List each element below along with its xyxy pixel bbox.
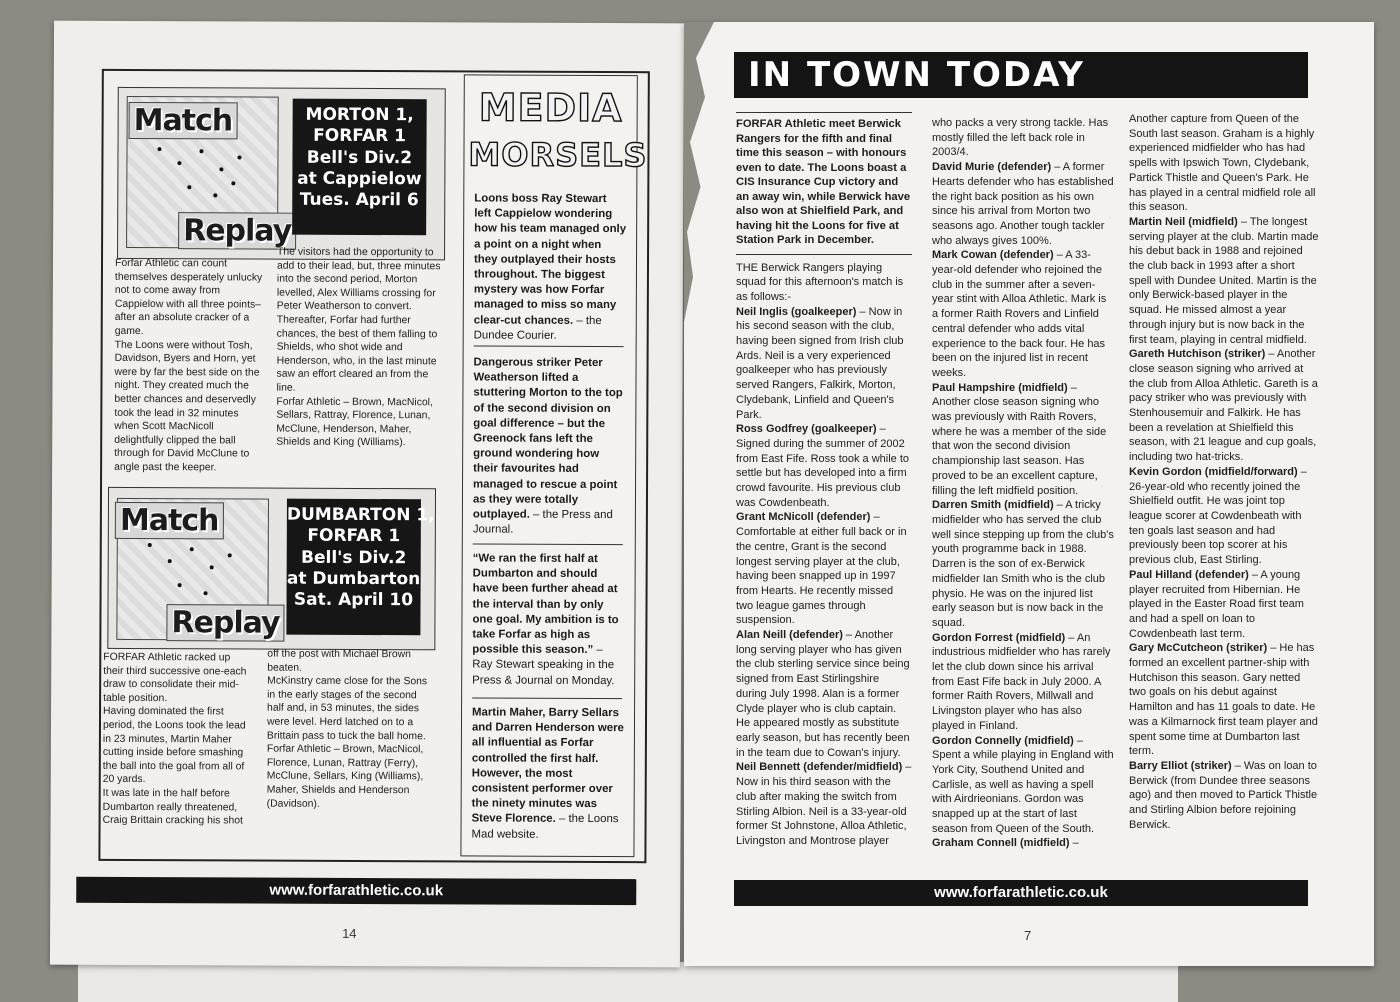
media-item-3-source: – Ray Stewart speaking in the Press & Journal on Monday. xyxy=(472,644,615,687)
report-paragraph: Having dominated the first period, the Loons took the lead in 23 minutes, Martin Maher cutting inside before smashing the ball into the goal from all of 20 yards. xyxy=(102,706,246,786)
player-name: Paul Hilland (defender) xyxy=(1129,568,1249,581)
media-item-2-source: – the Press and Journal. xyxy=(472,508,613,536)
report-paragraph: FORFAR Athletic racked up their third successive one-each draw to consolidate their mid-table position. xyxy=(103,651,247,704)
tactic-dot xyxy=(148,543,152,547)
player-description: – Spent a while playing in England with York City, Southend United and Carlisle, as well as having a spell with Airdrieonians. Gordon was snapped up at the start of last season from Queen of the South. xyxy=(932,734,1114,835)
divider xyxy=(736,112,912,113)
player-description: who packs a very strong tackle. Has mostly filled the left back role in 2003/4. xyxy=(932,117,1109,159)
player-name: Neil Inglis (goalkeeper) xyxy=(736,305,857,318)
score-line: FORFAR 1 xyxy=(307,525,401,547)
intro-paragraph: FORFAR Athletic meet Berwick Rangers for the fifth and final time this season – with honours even to date. The Loons boast a CIS Insurance Cup victory and an away win, while Berwick have also won at Shielfield Park, and having hit the Loons for five at Station Park in December. xyxy=(736,118,911,246)
match-replay-header-2 xyxy=(107,487,436,650)
right-page xyxy=(684,22,1374,966)
match-report-1-col-1 xyxy=(114,257,265,475)
underlying-sheet xyxy=(78,962,1178,1002)
player-profile xyxy=(1129,112,1319,215)
player-name: Darren Smith (midfield) xyxy=(932,499,1054,512)
page-number: 7 xyxy=(1024,928,1032,943)
match-report-2-col-1 xyxy=(103,651,254,828)
player-profile xyxy=(1129,759,1319,833)
score-line: at Dumbarton xyxy=(286,568,421,589)
player-description: – A tricky midfielder who has served the club well since stepping up from the club's youth programme back in 1988. Darren is the son of ex-Berwick midfielder Ian Smith who is the club physio. He was on the injured list early season but is now back in the squad. xyxy=(932,499,1114,629)
player-name: Neil Bennett (defender/midfield) xyxy=(736,761,903,774)
torn-edge xyxy=(684,22,714,322)
player-profile xyxy=(932,160,1114,248)
divider xyxy=(736,254,912,255)
media-item-1-source: – the Dundee Courier. xyxy=(473,314,602,342)
tactic-dot xyxy=(157,147,161,151)
player-profile xyxy=(736,628,912,760)
report-paragraph: The Loons were without Tosh, Davidson, Byers and Horn, yet were by far the best side on the night. They created much the better chances and deservedly took the lead in 32 minutes when Scott MacNicoll delightfully clipped the ball through for David McClune to angle past the keeper. xyxy=(114,339,260,474)
player-profile xyxy=(932,631,1114,734)
player-name: Martin Neil (midfield) xyxy=(1129,215,1238,228)
player-name: Mark Cowan (defender) xyxy=(932,249,1054,262)
tactic-dot xyxy=(190,547,194,551)
score-line: Bell's Div.2 xyxy=(301,547,407,568)
in-town-today-banner: IN TOWN TODAY xyxy=(734,52,1308,98)
player-profile xyxy=(736,305,912,423)
report-paragraph: The visitors had the opportunity to add to their lead, but, three minutes into the second period, Morton levelled, Alex Williams crossing for Peter Weatherson to convert. xyxy=(276,246,441,313)
score-line: FORFAR 1 xyxy=(313,126,407,147)
column-1 xyxy=(736,112,912,849)
player-name: Kevin Gordon (midfield/forward) xyxy=(1129,465,1298,478)
squad-intro: THE Berwick Rangers playing squad for this afternoon's match is as follows:- xyxy=(736,261,904,303)
player-description: – Was on loan to Berwick (from Dundee three seasons ago) and then moved to Partick Thistle and Stirling Albion before rejoining Berwick. xyxy=(1129,759,1318,831)
player-profile xyxy=(736,422,912,510)
player-name: Grant McNicoll (defender) xyxy=(736,511,871,524)
match-replay-header-1 xyxy=(117,87,446,260)
report-paragraph: Forfar Athletic – Brown, MacNicol, Sellars, Rattray, Florence, Lunan, McClune, Henderson, Maher, Shields and King (Williams). xyxy=(276,396,433,449)
player-description: – The longest serving player at the club. Martin made his debut back in 1988 and rejoined the club back in 1993 after a short spell with Dundee United. Martin is the only Berwick-based player in the squad. He missed almost a year through injury but is now back in the first team, playing in central midfield. xyxy=(1129,215,1319,346)
media-item-1 xyxy=(474,191,627,344)
tactic-dot xyxy=(237,155,241,159)
report-paragraph: off the post with Michael Brown beaten. xyxy=(267,648,411,674)
match-logo-text: Match xyxy=(115,502,224,539)
player-name: David Murie (defender) xyxy=(932,161,1052,174)
player-name: Gordon Forrest (midfield) xyxy=(932,631,1066,644)
player-name: Graham Connell (midfield) xyxy=(932,837,1070,850)
match-report-1-col-2 xyxy=(276,246,443,451)
media-item-4-quote: Martin Maher, Barry Sellars and Darren Henderson were all influential as Forfar controlled the first half. However, the most consistent performer over the ninety minutes was Steve Florence. xyxy=(471,706,624,826)
report-paragraph: It was late in the half before Dumbarton really threatened, Craig Brittain cracking his shot xyxy=(102,787,243,827)
player-description: – xyxy=(1069,837,1079,850)
score-line: at Cappielow xyxy=(297,168,422,189)
player-list-col-1 xyxy=(736,305,912,849)
score-line: Sat. April 10 xyxy=(293,589,414,611)
match-logo-text: Match xyxy=(129,102,238,139)
player-profile xyxy=(1129,568,1319,642)
report-paragraph: Thereafter, Forfar had further chances, the best of them falling to Shields, who shot wide and Henderson, who, in the last minute saw an effort cleared an from the line. xyxy=(276,314,438,394)
player-profile xyxy=(932,248,1114,380)
tactic-dot xyxy=(204,591,208,595)
page-number: 14 xyxy=(342,925,357,941)
player-profile xyxy=(736,510,912,628)
player-name: Gary McCutcheon (striker) xyxy=(1129,642,1268,655)
player-description: – A young player recruited from Hibernian. He played in the Easter Road first team and had a spell on loan to Cowdenbeath last term. xyxy=(1129,568,1304,640)
match-score-box-2 xyxy=(286,499,435,636)
media-morsels-box xyxy=(460,74,648,857)
player-profile xyxy=(1129,347,1319,465)
player-name: Gareth Hutchison (striker) xyxy=(1129,348,1266,361)
player-list-col-3 xyxy=(1129,112,1319,832)
player-description: – 26-year-old who recently joined the Shielfield outfit. He was joint top league scorer at Cowdenbeath with ten goals last season and had previously been top scorer at his previous club, East Stirling. xyxy=(1129,465,1307,567)
player-name: Alan Neill (defender) xyxy=(736,629,843,642)
player-description: Another capture from Queen of the South last season. Graham is a highly experienced midfielder who has had spells with Ipswich Town, Clydebank, Partick Thistle and Queen's Park. He has played in a central midfield role all this season. xyxy=(1129,113,1316,214)
player-description: – Comfortable at either full back or in the centre, Grant is the second longest serving player at the club, having been snapped up in 1997 from Hearts. He recently missed two league games through suspension. xyxy=(736,511,907,627)
player-name: Gordon Connelly (midfield) xyxy=(932,734,1074,747)
player-description: – Another close season signing who was previously with Raith Rovers, where he was a member of the side that won the second division championship last season. Has proved to be an excellent capture, filling the left midfield position. xyxy=(932,381,1107,497)
media-item-4 xyxy=(471,705,624,842)
media-item-1-quote: Loons boss Ray Stewart left Cappielow wondering how his team managed only a point on a night when they outplayed their hosts throughout. The biggest mystery was how Forfar managed to miss so many clear-cut chances. xyxy=(473,192,627,327)
tactic-dot xyxy=(231,181,235,185)
player-description: – Now in his second season with the club, having been signed from Irish club Ards. Neil is a very experienced goalkeeper who has previously served Rangers, Falkirk, Morton, Clydebank, Linfield and Queen's Park. xyxy=(736,305,904,421)
player-description: – A former Hearts defender who has established the right back position as his own since his arrival from Morton two seasons ago. Another tough tackler who always gives 100%. xyxy=(932,161,1114,247)
tactic-dot xyxy=(228,553,232,557)
media-item-2 xyxy=(473,355,626,538)
player-description: – A 33-year-old defender who rejoined the club in the summer after a seven-year stint with Alloa Athletic. Mark is a former Raith Rovers and Linfield central defender who adds vital experience to the back four. He has been on the injured list in recent weeks. xyxy=(932,249,1107,379)
player-description: – Another long serving player who has given the club sterling service since being signed from East Stirlingshire during July 1998. Alan is a former Clyde player who is club captain. He appeared mostly as substitute early season, but has recently been in the team due to Cowan's injury. xyxy=(736,629,910,759)
player-profile xyxy=(932,734,1114,837)
player-profile xyxy=(932,381,1114,499)
replay-logo-text: Replay xyxy=(178,212,296,250)
tactic-dot xyxy=(187,185,191,189)
divider xyxy=(472,697,622,699)
tactic-dot xyxy=(210,565,214,569)
replay-logo-text: Replay xyxy=(166,604,284,642)
player-description: – He has formed an excellent partner-ship with Hutchison this season. Gary netted two goals on his debut against Hamilton and has 11 goals to date. He was a Kilmarnock first team player and spent some time at Dumbarton last term. xyxy=(1129,642,1318,758)
player-profile xyxy=(1129,465,1319,568)
player-profile xyxy=(932,498,1114,630)
score-line: MORTON 1, xyxy=(305,104,414,126)
player-description: – An industrious midfielder who has rarely let the club down since his arrival from East Fife back in July 2000. A former Raith Rovers, Millwall and Livingston player who has also played in Finland. xyxy=(932,631,1111,732)
player-name: Barry Elliot (striker) xyxy=(1129,759,1232,772)
report-paragraph: McKinstry came close for the Sons in the early stages of the second half and, in 53 minutes, the sides were level. Herd latched on to a Brittain pass to tuck the ball home. xyxy=(266,675,428,742)
player-name: Paul Hampshire (midfield) xyxy=(932,381,1068,394)
player-profile xyxy=(1129,215,1319,347)
player-profile xyxy=(932,116,1114,160)
player-profile xyxy=(1129,641,1319,759)
report-paragraph: Forfar Athletic can count themselves desperately unlucky not to come away from Cappielow with all three points– after an absolute cracker of a game. xyxy=(114,257,263,337)
player-list-col-2 xyxy=(932,116,1114,851)
score-line: Bell's Div.2 xyxy=(306,147,413,168)
player-profile xyxy=(932,836,1114,851)
media-item-4-source: – the Loons Mad website. xyxy=(471,813,619,841)
player-description: – Another close season signing who arrived at the club from Alloa Athletic. Gareth is a pacy striker who was previously with Stenhousemuir and Falkirk. He has been a revelation at Shielfield this season, with 21 league and cup goals, including two hat-tricks. xyxy=(1129,348,1318,464)
report-paragraph: Forfar Athletic – Brown, MacNicol, Florence, Lunan, Rattray (Ferry), McClune, Sellars, King (Williams), Maher, Shields and Henderson (Davidson). xyxy=(266,743,424,810)
tactic-dot xyxy=(177,161,181,165)
left-page xyxy=(50,21,684,968)
tactic-dot xyxy=(199,149,203,153)
match-score-box-1 xyxy=(292,99,427,236)
score-line: DUMBARTON 1, xyxy=(286,504,435,526)
tactic-dot xyxy=(213,193,217,197)
tactic-dot xyxy=(219,167,223,171)
tactic-dot xyxy=(168,559,172,563)
divider xyxy=(474,345,624,347)
media-item-3-quote: “We ran the first half at Dumbarton and should have been further ahead at the interval than by only one goal. My ambition is to take Forfar as high as possible this season.” xyxy=(472,552,619,657)
divider xyxy=(473,543,623,545)
player-profile xyxy=(736,760,912,848)
website-url-footer: www.forfarathletic.co.uk xyxy=(734,880,1308,906)
score-line: Tues. April 6 xyxy=(299,189,419,211)
media-title: MEDIA xyxy=(478,85,623,131)
player-description: – Now in his third season with the club after making the switch from Stirling Albion. Neil is a 33-year-old former St Johnstone, Alloa Athletic, Livingston and Montrose player xyxy=(736,761,912,847)
media-item-2-quote: Dangerous striker Peter Weatherson lifted a stuttering Morton to the top of the second division on goal difference – but the Greenock fans left the ground wondering how their favourites had managed to rescue a point as they were totally outplayed. xyxy=(472,356,623,521)
tactic-dot xyxy=(178,583,182,587)
player-name: Ross Godfrey (goalkeeper) xyxy=(736,423,877,436)
morsels-title: MORSELS xyxy=(468,135,648,175)
media-item-3 xyxy=(472,551,625,688)
match-report-2-col-2 xyxy=(267,648,434,812)
website-url-footer: www.forfarathletic.co.uk xyxy=(76,877,636,905)
player-description: – Signed during the summer of 2002 from East Fife. Ross took a while to settle but has developed into a firm crowd favourite. His previous club was Cowdenbeath. xyxy=(736,423,910,509)
